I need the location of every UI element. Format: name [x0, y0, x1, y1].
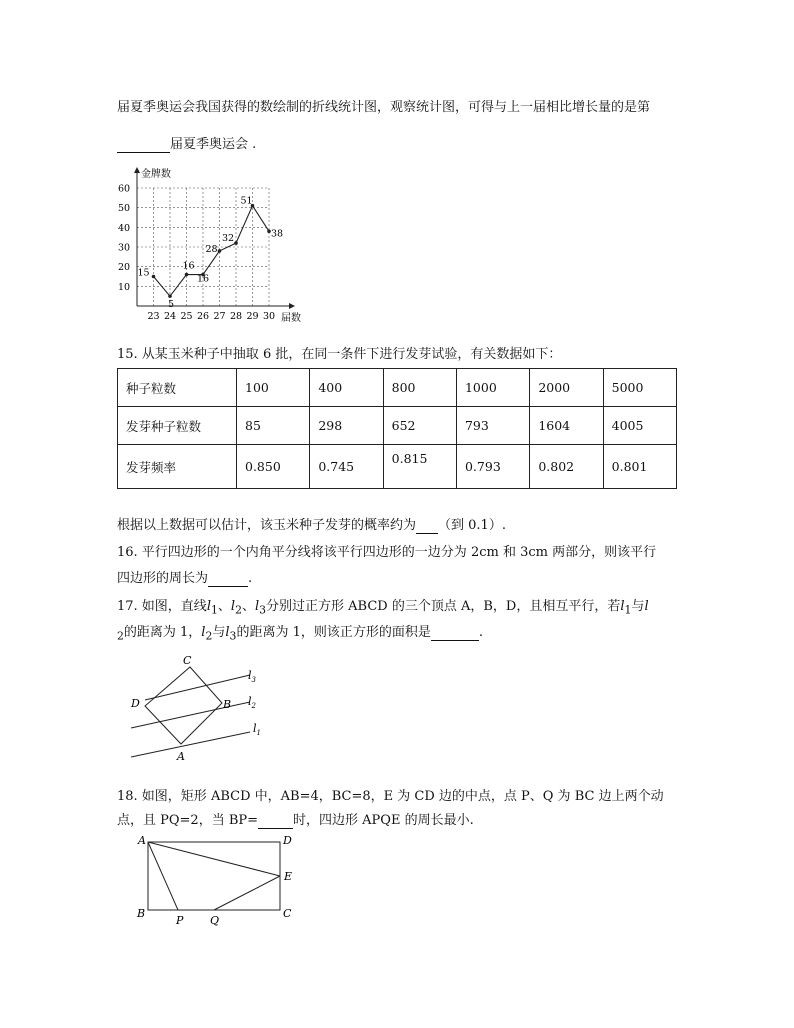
data-label: 51 — [240, 195, 253, 207]
data-label: 32 — [222, 233, 235, 245]
row-header: 发芽种子粒数 — [118, 407, 237, 445]
data-label: 16 — [182, 260, 195, 272]
line-symbol: l — [225, 625, 230, 640]
x-tick-label: 29 — [246, 311, 259, 322]
q14-line2 — [117, 133, 256, 153]
q16-line2-end: . — [248, 571, 253, 586]
table-cell: 0.850 — [237, 445, 310, 489]
point-labels — [138, 196, 284, 310]
data-point — [234, 241, 238, 245]
table-cell: 4005 — [603, 407, 676, 445]
vertex-d-label: D — [283, 834, 292, 847]
vertex-a-label: A — [177, 750, 185, 763]
x-tick-label: 27 — [213, 311, 226, 322]
q17-line2 — [117, 621, 483, 643]
x-tick-label: 23 — [147, 311, 160, 322]
answer-blank[interactable] — [416, 518, 438, 534]
subscript: 2 — [235, 603, 242, 617]
y-axis-arrow — [134, 167, 140, 173]
q17-text-c: 与 — [631, 599, 645, 614]
x-tick-label: 28 — [230, 311, 243, 322]
table-cell: 652 — [383, 407, 456, 445]
rectangle-apqe-figure — [130, 832, 305, 932]
q17-text-a: 17. 如图，直线 — [117, 599, 207, 614]
x-tick-label: 24 — [164, 311, 177, 322]
y-axis-label: 金牌数 — [141, 169, 171, 180]
line-l1 — [131, 732, 250, 757]
y-tick-label: 60 — [118, 183, 131, 195]
x-tick-label: 25 — [180, 311, 193, 322]
q18-line2 — [117, 809, 474, 829]
q17-line1: 17. 如图，直线$l_1$、$l_2$、$l_3$分别过正方形 ABCD 的三个顶点 A，B，D，且相互平行，若$l_1$与l — [117, 599, 649, 617]
x-axis-label: 届数 — [281, 313, 301, 324]
data-label: 38 — [271, 228, 284, 240]
row-header: 发芽频率 — [118, 445, 237, 489]
point-e-label: E — [284, 870, 293, 883]
q18-line1: 18. 如图，矩形 ABCD 中，AB=4，BC=8，E 为 CD 边的中点，点 P、Q 为 BC 边上两个动 — [117, 789, 664, 804]
q17-text-d: 的距离为 1， — [123, 625, 202, 640]
subscript: 1 — [624, 603, 632, 617]
line-symbol: l — [206, 599, 211, 614]
table-cell: 0.815 — [383, 445, 456, 489]
subscript: 2 — [205, 629, 213, 643]
data-label: 15 — [137, 267, 150, 279]
q15-after-b: （到 0.1）. — [438, 518, 506, 533]
table-cell: 0.802 — [530, 445, 603, 489]
line-l2-label: $l_2$ — [248, 695, 256, 710]
y-tick-label: 40 — [118, 222, 131, 234]
segment-ae — [148, 842, 280, 876]
table-cell: 400 — [310, 369, 383, 407]
q16-line2-text: 四边形的周长为 — [117, 571, 209, 586]
line-symbol: l — [254, 599, 260, 614]
q16-line1: 16. 平行四边形的一个内角平分线将该平行四边形的一边分为 2cm 和 3cm 两部分，则该平行 — [117, 545, 657, 560]
y-tick-labels — [118, 184, 130, 293]
table-cell: 1604 — [530, 407, 603, 445]
line-l1-label: $l_1$ — [253, 722, 261, 737]
table-cell: 2000 — [530, 369, 603, 407]
q14-line1: 届夏季奥运会我国获得的数绘制的折线统计图，观察统计图，可得与上一届相比增长量的是第 — [117, 100, 651, 115]
data-point — [218, 249, 222, 253]
data-point — [152, 275, 156, 279]
vertex-c-label: C — [183, 654, 192, 667]
line-symbol: l — [201, 625, 206, 640]
point-p-label: P — [176, 914, 184, 927]
table-cell: 100 — [237, 369, 310, 407]
x-tick-label: 26 — [197, 311, 210, 322]
table-cell: 85 — [237, 407, 310, 445]
vertex-c-label: C — [283, 907, 292, 920]
gold-medal-line-chart — [115, 163, 315, 328]
square-abcd — [145, 667, 222, 744]
q17-text-e: 与 — [212, 625, 226, 640]
q15-text: 15. 从某玉米种子中抽取 6 批，在同一条件下进行发芽试验，有关数据如下： — [117, 347, 562, 362]
table-cell: 0.801 — [603, 445, 676, 489]
table-row — [118, 445, 677, 489]
square-parallel-lines-figure — [125, 650, 275, 765]
vertex-b-label: B — [223, 698, 232, 711]
answer-blank[interactable] — [258, 813, 293, 829]
line-symbol: l — [644, 599, 649, 614]
data-label: 5 — [168, 299, 175, 311]
subscript: 1 — [210, 603, 218, 617]
row-header: 种子粒数 — [118, 369, 237, 407]
table-cell: 793 — [456, 407, 529, 445]
data-point — [185, 273, 189, 277]
x-axis-arrow — [289, 303, 295, 309]
q16-line2 — [117, 567, 252, 587]
line-l3-label: $l_3$ — [248, 669, 256, 684]
table-cell: 5000 — [603, 369, 676, 407]
germination-table — [117, 368, 677, 489]
table-cell: 0.793 — [456, 445, 529, 489]
answer-blank[interactable] — [208, 571, 248, 587]
point-q-label: Q — [210, 914, 220, 927]
segment-qe — [214, 876, 280, 910]
y-tick-label: 20 — [118, 262, 131, 274]
answer-blank[interactable] — [431, 625, 479, 641]
vertex-b-label: B — [137, 907, 146, 920]
q15-after — [117, 514, 506, 534]
line-l3 — [145, 675, 250, 700]
q17-text-f: 的距离为 1，则该正方形的面积是 — [236, 625, 431, 640]
q17-text-g: . — [478, 625, 483, 640]
table-row — [118, 407, 677, 445]
y-tick-label: 30 — [118, 242, 131, 254]
y-tick-label: 10 — [118, 281, 131, 293]
table-cell: 1000 — [456, 369, 529, 407]
answer-blank[interactable] — [117, 137, 170, 153]
table-cell: 800 — [383, 369, 456, 407]
line-symbol: l — [620, 599, 625, 614]
data-label: 28 — [205, 243, 218, 255]
subscript: 3 — [259, 603, 267, 617]
data-point — [168, 294, 172, 298]
q18-line2-a: 点，且 PQ=2，当 BP= — [117, 813, 259, 828]
data-label: 16 — [197, 273, 210, 285]
table-cell: 0.745 — [310, 445, 383, 489]
table-cell: 298 — [310, 407, 383, 445]
line-l2 — [131, 702, 250, 728]
vertex-a-label: A — [138, 834, 146, 847]
segment-ap — [148, 842, 178, 910]
q18-line2-b: 时，四边形 APQE 的周长最小. — [293, 813, 474, 828]
vertex-d-label: D — [131, 697, 140, 710]
subscript: 3 — [229, 629, 237, 643]
q15-after-a: 根据以上数据可以估计，该玉米种子发芽的概率约为 — [117, 518, 417, 533]
x-tick-labels — [148, 311, 276, 322]
table-row — [118, 369, 677, 407]
y-tick-label: 50 — [118, 203, 131, 215]
x-tick-label: 30 — [263, 311, 276, 322]
rectangle-abcd — [148, 842, 280, 910]
subscript: 2 — [117, 629, 124, 643]
q14-line2-suffix: 届夏季奥运会 . — [170, 137, 257, 152]
q17-text-b: 分别过正方形 ABCD 的三个顶点 A，B，D，且相互平行，若 — [266, 599, 621, 614]
line-symbol: l — [230, 599, 236, 614]
